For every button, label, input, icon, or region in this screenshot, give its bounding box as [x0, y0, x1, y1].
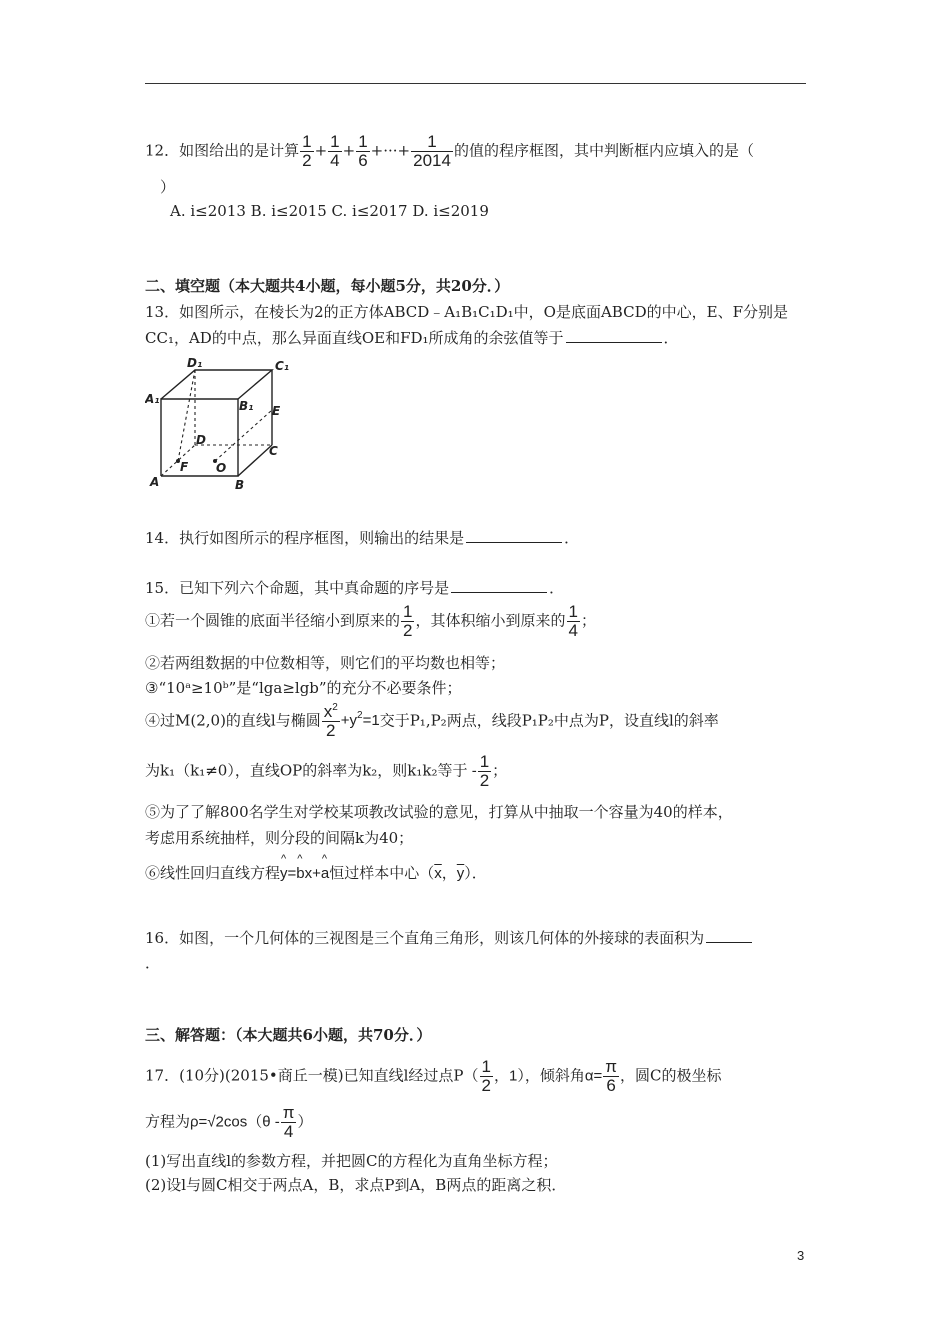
q15-intro: 15．已知下列六个命题，其中真命题的序号是 ． [145, 579, 565, 597]
q13-line2: CC₁，AD的中点，那么异面直线OE和FD₁所成角的余弦值等于 ． [145, 329, 679, 347]
label-D: D [196, 433, 206, 447]
q15-p1: ①若一个圆锥的底面半径缩小到原来的 $\frac{1}{2}$ ，其体积缩小到原来的 $\frac{1}{4}$ ； [145, 602, 596, 640]
q17-sub2: (2)设l与圆C相交于两点A，B，求点P到A，B两点的距离之积． [145, 1176, 567, 1194]
fraction-1-2: $\frac{1}{2}$ [302, 132, 312, 170]
header-rule [145, 83, 806, 84]
fraction-x2-over-2: $\frac{x^2}{2}$ [323, 702, 338, 740]
question-16: 16．如图，一个几何体的三视图是三个直角三角形，则该几何体的外接球的表面积为 [145, 927, 754, 948]
question-12: 12．如图给出的是计算 $\frac{1}{2}$ + $\frac{1}{4}$ + $\frac{1}{6}$ +···+ $\frac{1}{2014}$ 的值的程序框图，其中判断框内应填入的是（ [145, 132, 754, 170]
section-3-heading: 三、解答题：（本大题共6小题，共70分．） [145, 1026, 432, 1044]
fraction-1-6: $\frac{1}{6}$ [358, 132, 368, 170]
q15-p2: ②若两组数据的中位数相等，则它们的平均数也相等； [145, 654, 506, 672]
q16-dot: ． [145, 954, 161, 972]
label-F: F [180, 460, 189, 474]
fraction-pi-6: $\frac{\pi}{6}$ [605, 1057, 618, 1095]
answer-blank [706, 941, 752, 943]
q12-choices: A. i≤2013 B. i≤2015 C. i≤2017 D. i≤2019 [170, 202, 489, 220]
q17-line2: 方程为ρ=√2cos（θ - $\frac{\pi}{4}$ ） [145, 1103, 313, 1141]
fraction-1-4: $\frac{1}{4}$ [330, 132, 340, 170]
fraction-1-2: $\frac{1}{2}$ [403, 602, 413, 640]
q15-p5-line1: ⑤为了了解800名学生对学校某项教改试验的意见，打算从中抽取一个容量为40的样本， [145, 803, 733, 821]
label-A: A [150, 475, 160, 489]
q15-p4-line2: 为k₁（k₁≠0），直线OP的斜率为k₂，则k₁k₂等于 - $\frac{1}{2}$ ； [145, 752, 508, 790]
label-D1: D₁ [187, 356, 203, 370]
fraction-1-4: $\frac{1}{4}$ [568, 602, 578, 640]
label-C: C [269, 444, 278, 458]
fraction-1-2: $\frac{1}{2}$ [479, 752, 490, 790]
q15-p5-line2: 考虑用系统抽样，则分段的间隔k为40； [145, 829, 414, 847]
answer-blank [451, 591, 547, 593]
q12-close: ） [160, 178, 176, 196]
sample-center: （$\overline{x}$，$\overline{y}$） [419, 865, 472, 882]
q12-prefix: 12．如图给出的是计算 [145, 141, 300, 160]
answer-blank [466, 541, 562, 543]
label-C1: C₁ [275, 359, 290, 373]
fraction-1-2014: $\frac{1}{2014}$ [413, 132, 451, 170]
page-number: 3 [797, 1248, 805, 1263]
label-B1: B₁ [239, 399, 254, 413]
regression-equation: ^ y=^ bx+^ a [280, 865, 329, 882]
q12-suffix: 的值的程序框图，其中判断框内应填入的是（ [453, 141, 754, 160]
q15-p4-line1: ④过M(2,0)的直线l与椭圆 $\frac{x^2}{2}$ $+y^2=1$交于P₁,P₂两点，线段P₁P₂中点为P，设直线l的斜率 [145, 702, 719, 740]
answer-blank [566, 341, 662, 343]
section-2-heading: 二、填空题（本大题共4小题，每小题5分，共20分．） [145, 277, 510, 295]
q15-p3: ③“10ᵃ≥10ᵇ”是“lga≥lgb”的充分不必要条件； [145, 679, 462, 697]
fraction-pi-4: $\frac{\pi}{4}$ [282, 1103, 295, 1141]
q17-sub1: (1)写出直线l的参数方程，并把圆C的方程化为直角坐标方程； [145, 1152, 558, 1170]
label-E: E [272, 404, 281, 418]
label-O: O [216, 461, 227, 475]
label-A1: A₁ [145, 392, 160, 406]
question-14: 14．执行如图所示的程序框图，则输出的结果是 ． [145, 529, 580, 547]
q13-line1: 13．如图所示，在棱长为2的正方体ABCD﹣A₁B₁C₁D₁中，O是底面ABCD的中心，E、F分别是 [145, 303, 788, 321]
q17-line1: 17．(10分)(2015•商丘一模)已知直线l经过点P（ $\frac{1}{2}$ ，1），倾斜角α= $\frac{\pi}{6}$ ，圆C的极坐标 [145, 1057, 722, 1095]
q15-p6: ⑥线性回归直线方程^ y=^ bx+^ a恒过样本中心（$\overline{x}$，$\overline{y}$）． [145, 862, 487, 883]
label-B: B [235, 478, 245, 491]
cube-figure [145, 356, 295, 491]
fraction-1-2: $\frac{1}{2}$ [481, 1057, 491, 1095]
